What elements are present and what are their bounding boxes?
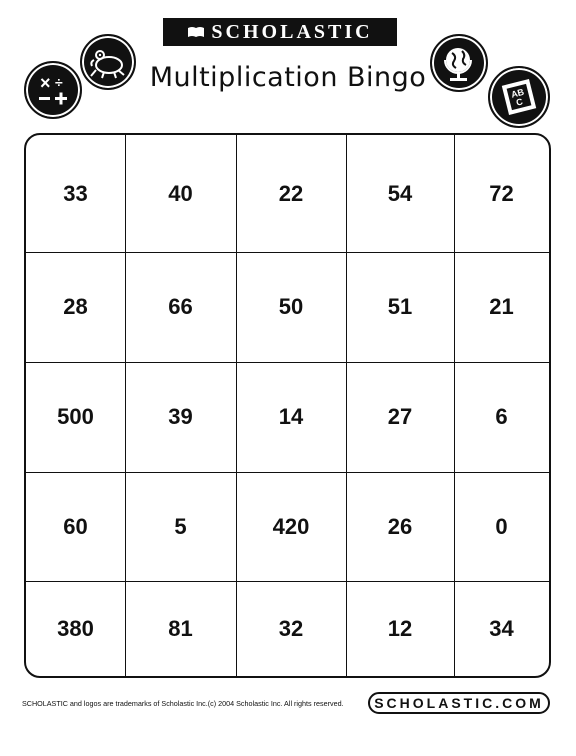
bingo-cell[interactable]: 26 xyxy=(387,513,413,539)
page-title: Multiplication Bingo xyxy=(149,62,427,93)
bingo-cell[interactable]: 420 xyxy=(272,513,310,539)
bingo-cell[interactable]: 12 xyxy=(387,615,413,641)
bingo-board xyxy=(24,133,551,678)
svg-text:÷: ÷ xyxy=(55,74,63,90)
scholastic-logo xyxy=(163,18,397,46)
trademark-notice: SCHOLASTIC and logos are trademarks of Scholastic Inc.(c) 2004 Scholastic Inc. All rights reserved. xyxy=(22,699,344,708)
abc-book-icon xyxy=(488,66,550,128)
svg-text:AB: AB xyxy=(510,86,526,100)
frog-icon xyxy=(80,34,136,90)
open-book-icon xyxy=(187,26,205,38)
bingo-cell[interactable]: 0 xyxy=(495,513,508,539)
svg-text:C: C xyxy=(515,96,524,108)
bingo-cell[interactable]: 21 xyxy=(489,294,514,319)
bingo-cell[interactable]: 72 xyxy=(489,180,514,206)
bingo-cell[interactable]: 33 xyxy=(63,180,88,206)
bingo-cell[interactable]: 54 xyxy=(387,180,413,206)
website-link[interactable]: SCHOLASTIC.COM xyxy=(368,692,550,714)
bingo-cell[interactable]: 34 xyxy=(489,615,514,641)
bingo-cell[interactable]: 28 xyxy=(63,294,88,319)
bingo-cell[interactable]: 60 xyxy=(63,513,88,539)
svg-text:×: × xyxy=(40,73,51,93)
bingo-cell[interactable]: 66 xyxy=(168,294,193,319)
bingo-cell[interactable]: 14 xyxy=(278,404,304,429)
bingo-cell[interactable]: 50 xyxy=(278,294,304,319)
bingo-cell[interactable]: 22 xyxy=(278,180,304,206)
bingo-cell[interactable]: 40 xyxy=(168,180,193,206)
globe-icon xyxy=(430,34,488,92)
bingo-cell[interactable]: 500 xyxy=(57,404,94,429)
bingo-cell[interactable]: 39 xyxy=(168,404,193,429)
brand-label: SCHOLASTIC xyxy=(211,20,373,43)
bingo-cell[interactable]: 6 xyxy=(495,404,508,429)
bingo-cell[interactable]: 380 xyxy=(57,615,94,641)
math-operators-icon xyxy=(24,61,82,119)
bingo-cell[interactable]: 32 xyxy=(278,615,304,641)
bingo-cell[interactable]: 27 xyxy=(387,404,413,429)
bingo-cell[interactable]: 81 xyxy=(168,615,193,641)
bingo-cell[interactable]: 51 xyxy=(387,294,413,319)
bingo-cell[interactable]: 5 xyxy=(174,513,187,539)
